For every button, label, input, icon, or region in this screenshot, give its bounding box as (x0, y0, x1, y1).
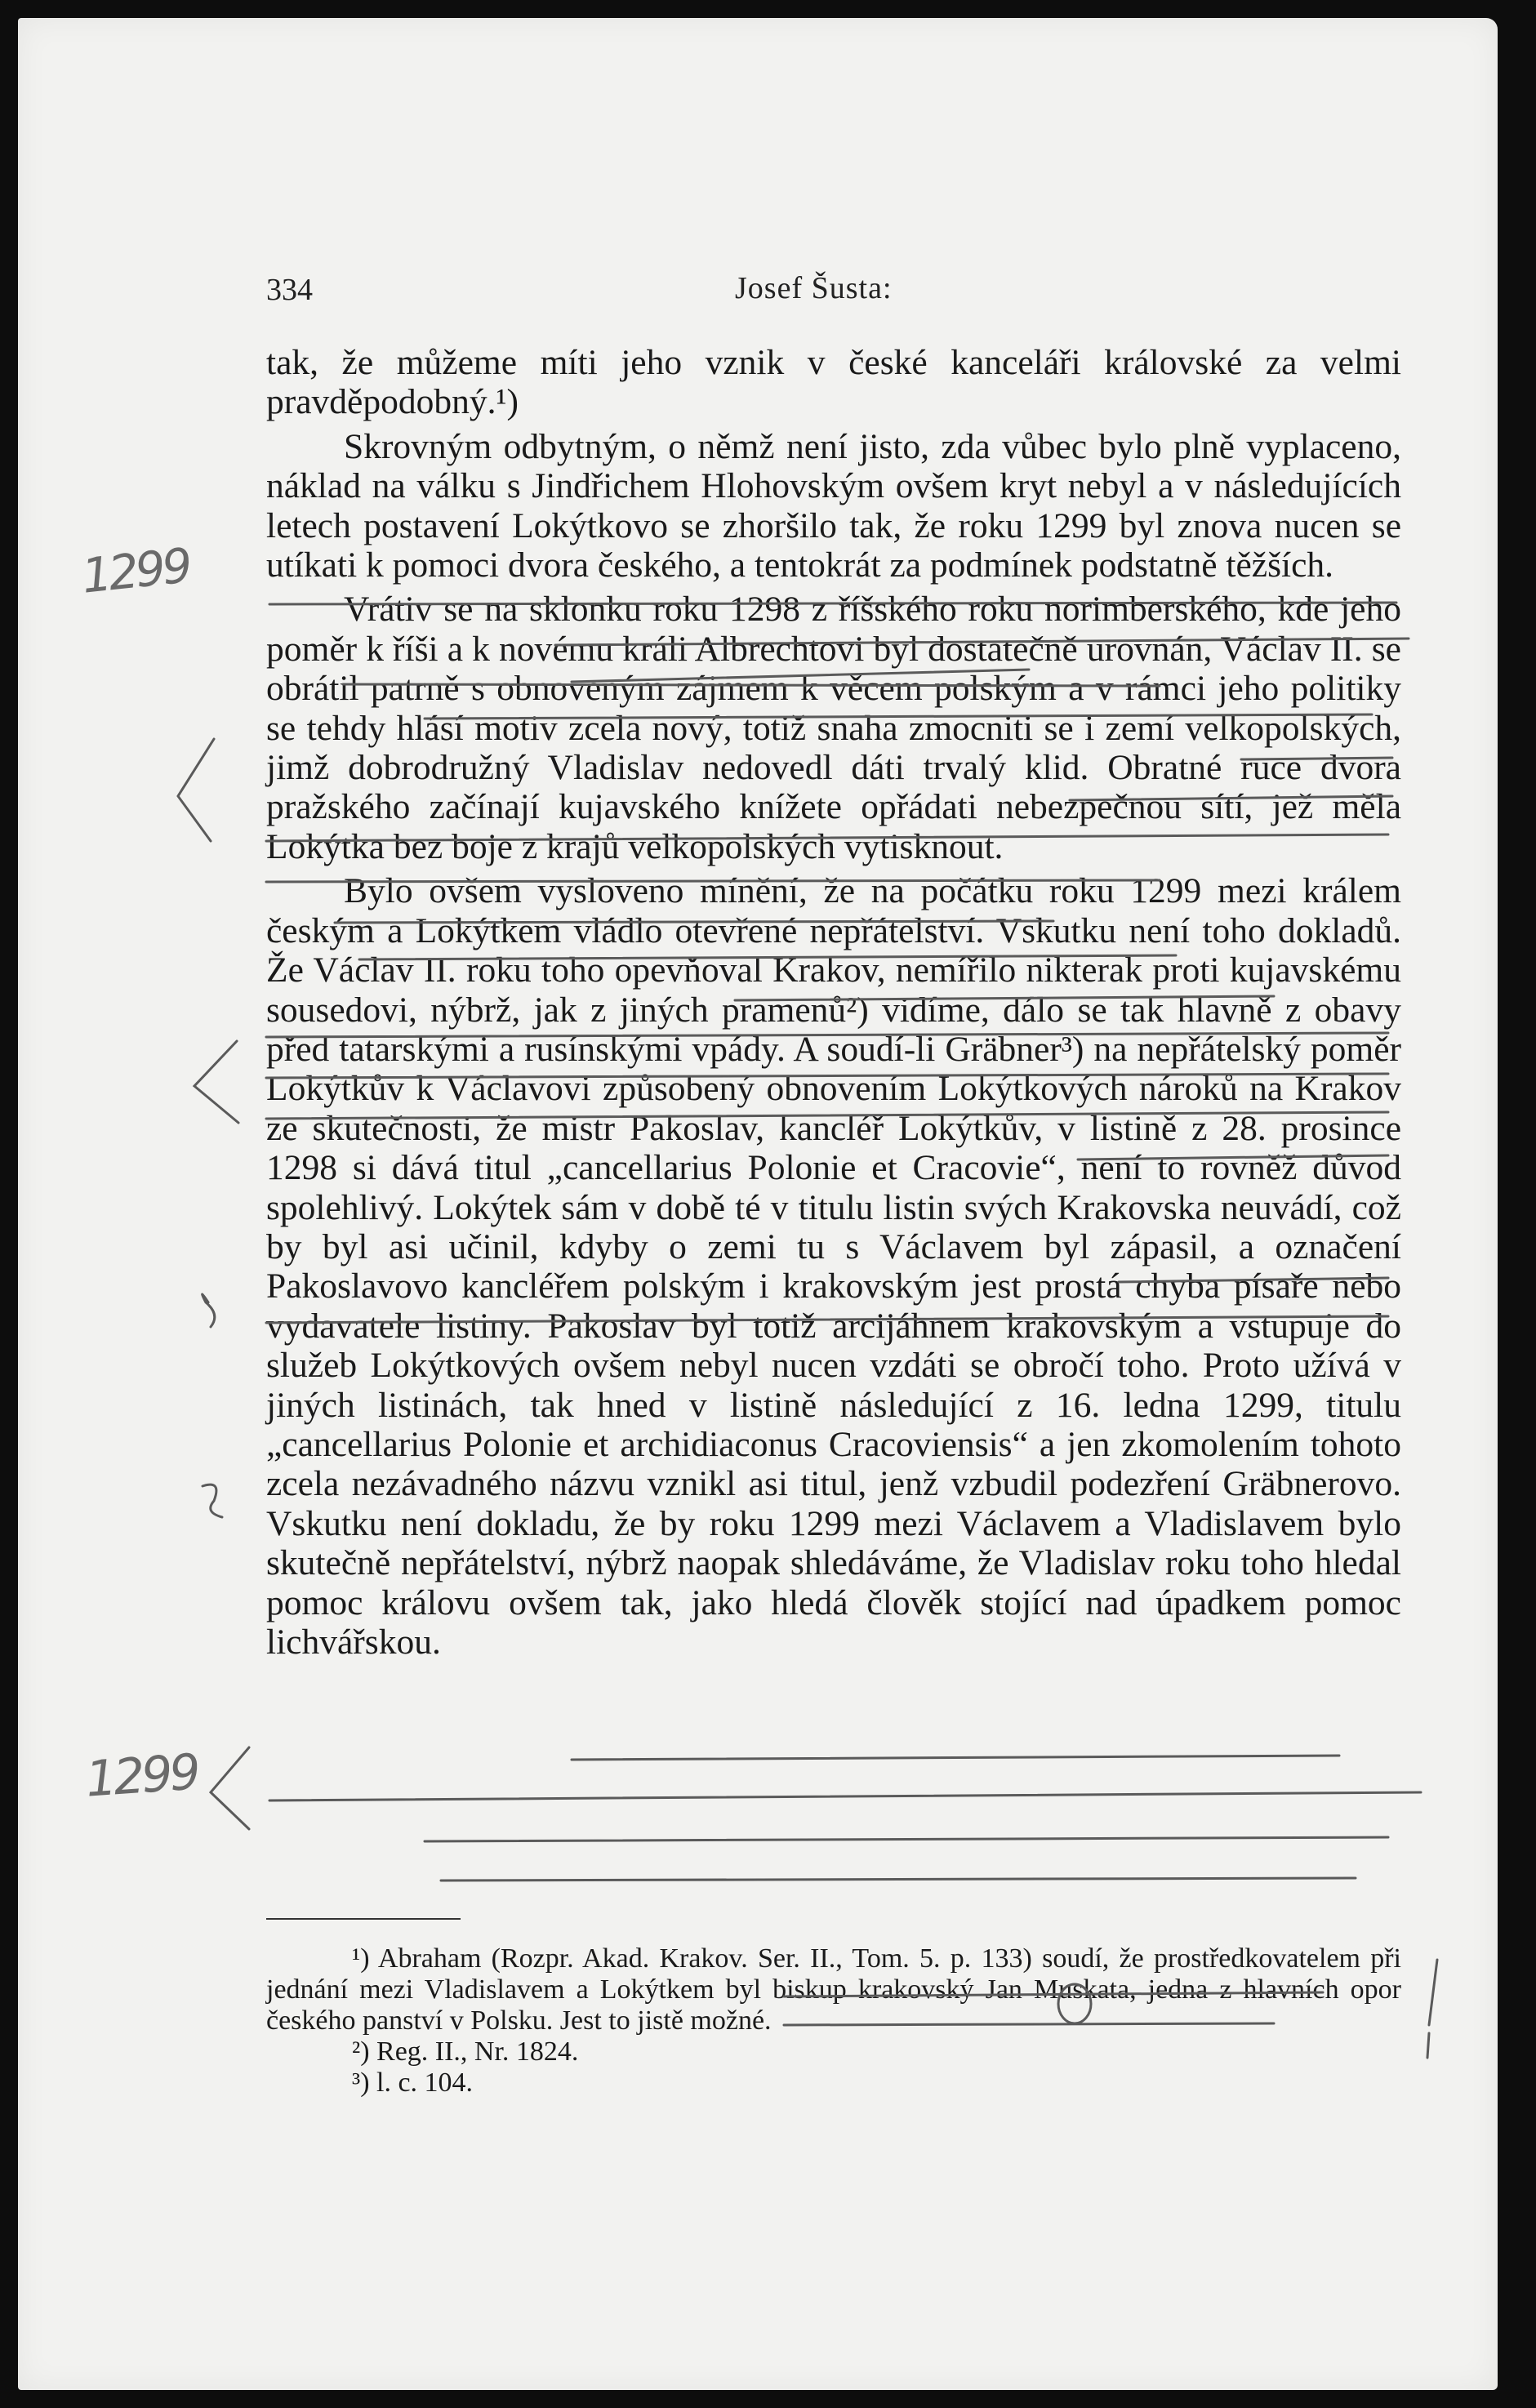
underline-6 (1241, 758, 1392, 759)
underline-19 (572, 1756, 1339, 1760)
underline-2 (555, 639, 1409, 645)
right-margin-stroke (1429, 1960, 1437, 2025)
margin-note-1299-bottom: 1299 (83, 1743, 199, 1809)
running-head-author: Josef Šusta: (735, 271, 893, 305)
underline-17 (1119, 1278, 1388, 1282)
footnote-underline-1 (784, 1992, 1323, 1996)
margin-bracket-2 (194, 1041, 238, 1123)
underline-8 (266, 835, 1388, 841)
underline-4 (572, 670, 1029, 682)
underline-18 (266, 1316, 1388, 1323)
underline-11 (359, 955, 1176, 959)
underline-16 (1078, 1155, 1388, 1159)
paragraph-3: Vrátiv se na sklonku roku 1298 z říšského roku norimberského, kde jeho poměr k říši a k novému králi Albrechtovi byl dostatečně urovnán, Václav II. se obrátil patrně s obnoveným zájmem k věcem polským a v rámci jeho politiky se tehdy hlásí motiv zcela nový, totiž snaha zmocniti se i zemí velkopolských, jimž dobrodružný Vladislav nedovedl dáti trvalý klid. Obratné ruce dvora pražského začínají kujavského knížete opřádati nebezpečnou sítí, jež měla Lokýtka bez boje z krajů velkopolských vytisknout. (266, 590, 1401, 866)
underline-5 (425, 714, 1372, 719)
margin-bracket-3 (211, 1747, 249, 1829)
underline-20 (269, 1792, 1421, 1800)
margin-bracket-1 (178, 739, 214, 841)
underline-9 (266, 880, 1160, 882)
underline-7 (1070, 796, 1392, 800)
margin-note-1299-top: 1299 (78, 537, 192, 604)
paragraph-4: Bylo ovšem vysloveno mínění, že na počátku roku 1299 mezi králem českým a Lokýtkem vládlo otevřené nepřátelství. Vskutku není toho dokladů. Že Václav II. roku toho opevňoval Krakov, nemířilo nikterak proti kujavskému sousedovi, nýbrž, jak z jiných pramenů²) vidíme, dálo se tak hlavně z obavy před tatarskými a rusínskými vpády. A soudí-li Gräbner³) na nepřátelský poměr Lokýtkův k Václavovi způsobený obnovením Lokýtkových nároků na Krakov ze skutečnosti, že mistr Pakoslav, kancléř Lokýtkův, v listině z 28. prosince 1298 si dává titul „cancellarius Polonie et Cracovie“, není to rovněž důvod spolehlivý. Lokýtek sám v době té v titulu listin svých Krakovska neuvádí, což by byl asi učinil, kdyby o zemi tu s Václavem byl zápasil, a označení Pakoslavovo kancléřem polským i krakovským jest prostá chyba písaře nebo vydavatele listiny. Pakoslav byl totiž arcijáhnem krakovským a vstupuje do služeb Lokýtkových ovšem nebyl nucen vzdáti se obročí toho. Proto užívá v jiných listinách, tak hned v listině následující z 16. ledna 1299, titulu „cancellarius Polonie et archidiaconus Cracoviensis“ a jen zkomolením tohoto zcela nezávadného názvu vznikl asi titul, jenž vzbudil podezření Gräbnerovo. Vskutku není dokladu, že by roku 1299 mezi Václavem a Vladislavem bylo skutečně nepřátelství, nýbrž naopak shledáváme, že Vladislav roku toho hledal pomoc královu ovšem tak, jako hledá člověk stojící nad úpadkem pomoc lichvářskou. (266, 871, 1401, 1662)
underline-21 (425, 1837, 1388, 1841)
underline-12 (735, 996, 1274, 1000)
footnote-3: ³) l. c. 104. (352, 2067, 474, 2098)
paragraph-1: tak, že můžeme míti jeho vznik v české kanceláři královské za velmi pravděpodobný.¹) (266, 343, 1401, 422)
page-number: 334 (266, 273, 313, 307)
margin-mark-q2 (203, 1484, 222, 1517)
underline-1 (269, 603, 1396, 604)
margin-mark-q1 (203, 1294, 215, 1327)
underline-3 (343, 684, 1160, 686)
footnote-underline-2 (784, 2023, 1274, 2025)
right-margin-stroke-2 (1427, 2033, 1429, 2058)
footnote-2: ²) Reg. II., Nr. 1824. (352, 2036, 579, 2067)
footnote-circle-a (1058, 1984, 1091, 2023)
underline-15 (266, 1112, 1388, 1119)
underline-13 (266, 1033, 1388, 1037)
footnote-1: ¹) Abraham (Rozpr. Akad. Krakov. Ser. II., Tom. 5. p. 133) soudí, že prostředkovatelem při jednání mezi Vladislavem a Lokýtkem byl biskup krakovský Jan Muskata, jedna z hlavních opor českého panství v Polsku. Jest to jistě možné. (266, 1943, 1401, 2036)
underline-22 (441, 1878, 1356, 1881)
underline-14 (266, 1074, 1388, 1078)
paragraph-2: Skrovným odbytným, o němž není jisto, zda vůbec bylo plně vyplaceno, náklad na válku s Jindřichem Hlohovským ovšem kryt nebyl a v následujících letech postavení Lokýtkovo se zhoršilo tak, že roku 1299 byl znova nucen se utíkati k pomoci dvora českého, a tentokrát za podmínek podstatně těžších. (266, 426, 1401, 585)
underline-10 (335, 921, 1053, 923)
